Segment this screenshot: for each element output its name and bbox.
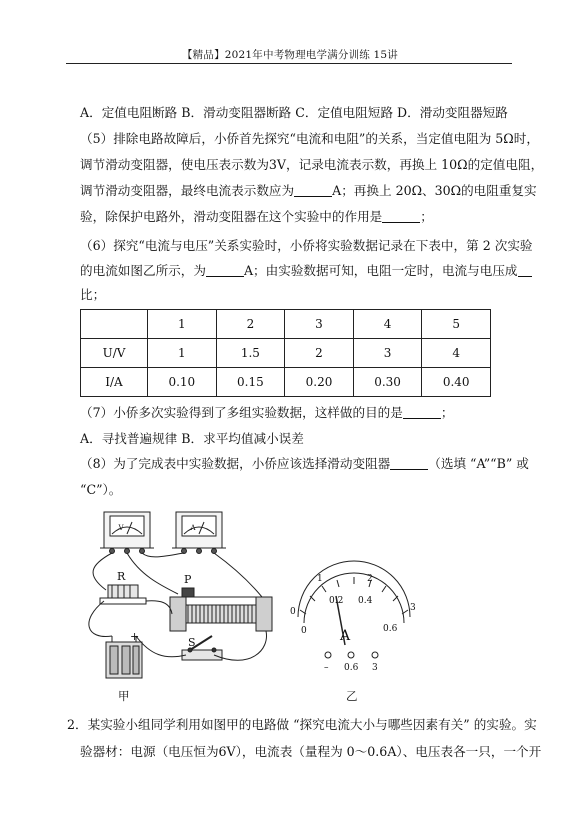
table-cell: 0.40 bbox=[422, 368, 491, 397]
q2-line-2: 验器材：电源（电压恒为6V），电流表（量程为 0～0.6A）、电压表各一只，一个开 bbox=[80, 744, 542, 759]
table-cell: 3 bbox=[353, 339, 422, 368]
table-cell: 5 bbox=[422, 310, 491, 339]
table-cell: 0.15 bbox=[216, 368, 285, 397]
q5-line-1: （5）排除电路故障后，小侨首先探究“电流和电阻”的关系，当定值电阻为 5Ω时， bbox=[80, 131, 539, 146]
ammeter-dial bbox=[290, 561, 416, 673]
table-cell: 0.20 bbox=[285, 368, 354, 397]
table-cell: 2 bbox=[285, 339, 354, 368]
figure-caption-yi: 乙 bbox=[346, 689, 358, 703]
page-header: 【精品】2021年中考物理电学满分训练 15讲 bbox=[181, 49, 399, 61]
dial-terminal: – bbox=[324, 663, 329, 673]
table-cell: 1 bbox=[148, 339, 217, 368]
table-cell: 0.10 bbox=[148, 368, 217, 397]
q6-line-3: 比； bbox=[80, 287, 106, 302]
dial-inner-tick: 0.4 bbox=[358, 596, 373, 606]
q5-line-4-tail: ； bbox=[420, 209, 433, 224]
voltmeter-label: V bbox=[118, 524, 124, 532]
q5-line-4-text: 验，除保护电路外，滑动变阻器在这个实验中的作用是 bbox=[80, 209, 383, 224]
table-cell: 0.30 bbox=[353, 368, 422, 397]
dial-outer-tick: 1 bbox=[317, 574, 323, 584]
table-cell: I/A bbox=[81, 368, 148, 397]
q6-line-1: （6）探究“电流与电压”关系实验时，小侨将实验数据记录在下表中，第 2 次实验 bbox=[80, 238, 533, 253]
table-cell: 2 bbox=[216, 310, 285, 339]
table-cell: 1 bbox=[148, 310, 217, 339]
q8-line-2: “C”）。 bbox=[80, 482, 122, 497]
table-cell: 4 bbox=[353, 310, 422, 339]
rheostat-icon bbox=[170, 588, 272, 631]
q7-options: A．寻找普遍规律 B．求平均值减小误差 bbox=[80, 431, 304, 446]
dial-inner-tick: 0.6 bbox=[383, 624, 398, 634]
q6-line-2-mid: A；由实验数据可知，电阻一定时，电流与电压成 bbox=[243, 263, 518, 278]
q8-line-1-tail: （选填 “A”“B” 或 bbox=[428, 456, 529, 471]
dial-terminal: 0.6 bbox=[344, 663, 359, 673]
dial-outer-tick: 0 bbox=[290, 607, 296, 617]
table-cell: 3 bbox=[285, 310, 354, 339]
dial-inner-tick: 0 bbox=[301, 626, 307, 636]
dial-inner-tick: 0.2 bbox=[329, 596, 344, 606]
q2-line-1: 2．某实验小组同学利用如图甲的电路做 “探究电流大小与哪些因素有关” 的实验。实 bbox=[67, 717, 537, 732]
ammeter-icon bbox=[172, 512, 226, 554]
label-r: R bbox=[117, 570, 126, 583]
ammeter-label: A bbox=[190, 524, 196, 532]
q5-line-3-tail: A；再换上 20Ω、30Ω的电阻重复实 bbox=[332, 183, 537, 198]
q8-line-1-text: （8）为了完成表中实验数据，小侨应该选择滑动变阻器 bbox=[80, 456, 391, 471]
table-cell: U/V bbox=[81, 339, 148, 368]
q5-line-3-text: 调节滑动变阻器，最终电流表示数应为 bbox=[80, 183, 295, 198]
dial-outer-tick: 2 bbox=[367, 574, 373, 584]
q7-line-1-tail: ； bbox=[440, 405, 454, 420]
resistor-icon bbox=[100, 585, 146, 604]
label-plus: + bbox=[130, 630, 140, 643]
q5-line-2: 调节滑动变阻器，使电压表示数为3V，记录电流表示数，再换上 10Ω的定值电阻， bbox=[80, 157, 544, 172]
q6-line-2-text: 的电流如图乙所示，为 bbox=[80, 263, 206, 278]
label-s: S bbox=[188, 636, 196, 649]
q7-line-1-text: （7）小侨多次实验得到了多组实验数据，这样做的目的是 bbox=[80, 405, 403, 420]
label-p: P bbox=[184, 573, 192, 586]
option-line-abcd: A．定值电阻断路 B．滑动变阻器断路 C．定值电阻短路 D．滑动变阻器短路 bbox=[80, 105, 508, 120]
dial-terminal: 3 bbox=[372, 663, 378, 673]
table-cell: 4 bbox=[422, 339, 491, 368]
dial-unit: A bbox=[340, 628, 351, 644]
figure-caption-jia: 甲 bbox=[118, 689, 130, 703]
voltmeter-icon bbox=[100, 512, 154, 554]
dial-outer-tick: 3 bbox=[410, 603, 416, 613]
table-cell: 1.5 bbox=[216, 339, 285, 368]
